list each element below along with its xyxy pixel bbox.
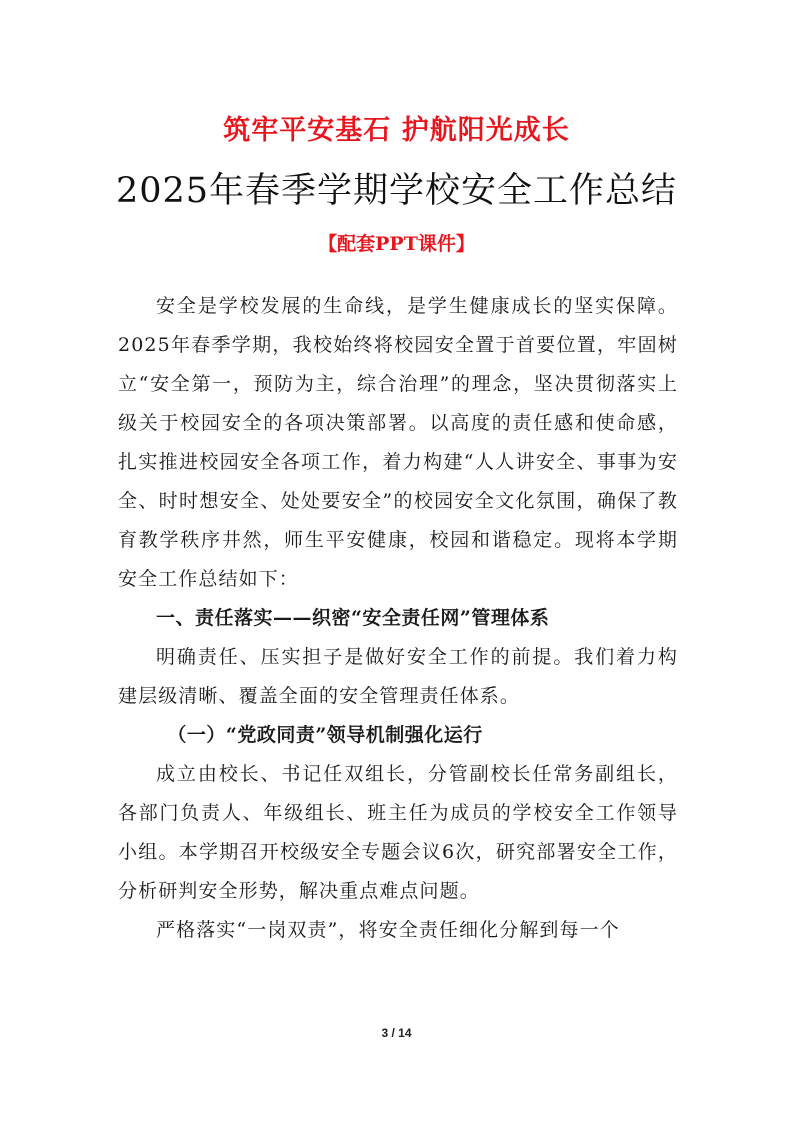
intro-paragraph: 安全是学校发展的生命线，是学生健康成长的坚实保障。2025年春季学期，我校始终将校园安全置于首要位置，牢固树立“安全第一，预防为主，综合治理”的理念，坚决贯彻落实上级关于校园安全的各项决策部署。以高度的责任感和使命感，扎实推进校园安全各项工作，着力构建“人人讲安全、事事为安全、时时想安全、处处要安全”的校园安全文化氛围，确保了教育教学秩序井然，师生平安健康，校园和谐稳定。现将本学期安全工作总结如下： [118,295,678,590]
document-subtitle: 【配套PPT课件】 [318,233,475,255]
header-slogan: 筑牢平安基石 护航阳光成长 [223,115,570,146]
section-intro-paragraph: 明确责任、压实担子是做好安全工作的前提。我们着力构建层级清晰、覆盖全面的安全管理责任体系。 [118,646,678,707]
document-title: 2025年春季学期学校安全工作总结 [115,171,678,211]
subsection-heading: （一）“党政同责”领导机制强化运行 [167,724,483,746]
page-number: 3 / 14 [381,1026,412,1040]
document-body [118,287,678,950]
body-paragraph: 严格落实“一岗双责”，将安全责任细化分解到每一个 [156,919,620,941]
section-heading: 一、责任落实——织密“安全责任网”管理体系 [156,607,550,629]
body-paragraph: 成立由校长、书记任双组长，分管副校长任常务副组长，各部门负责人、年级组长、班主任为成员的学校安全工作领导小组。本学期召开校级安全专题会议6次，研究部署安全工作，分析研判安全形势，解决重点难点问题。 [118,763,678,902]
